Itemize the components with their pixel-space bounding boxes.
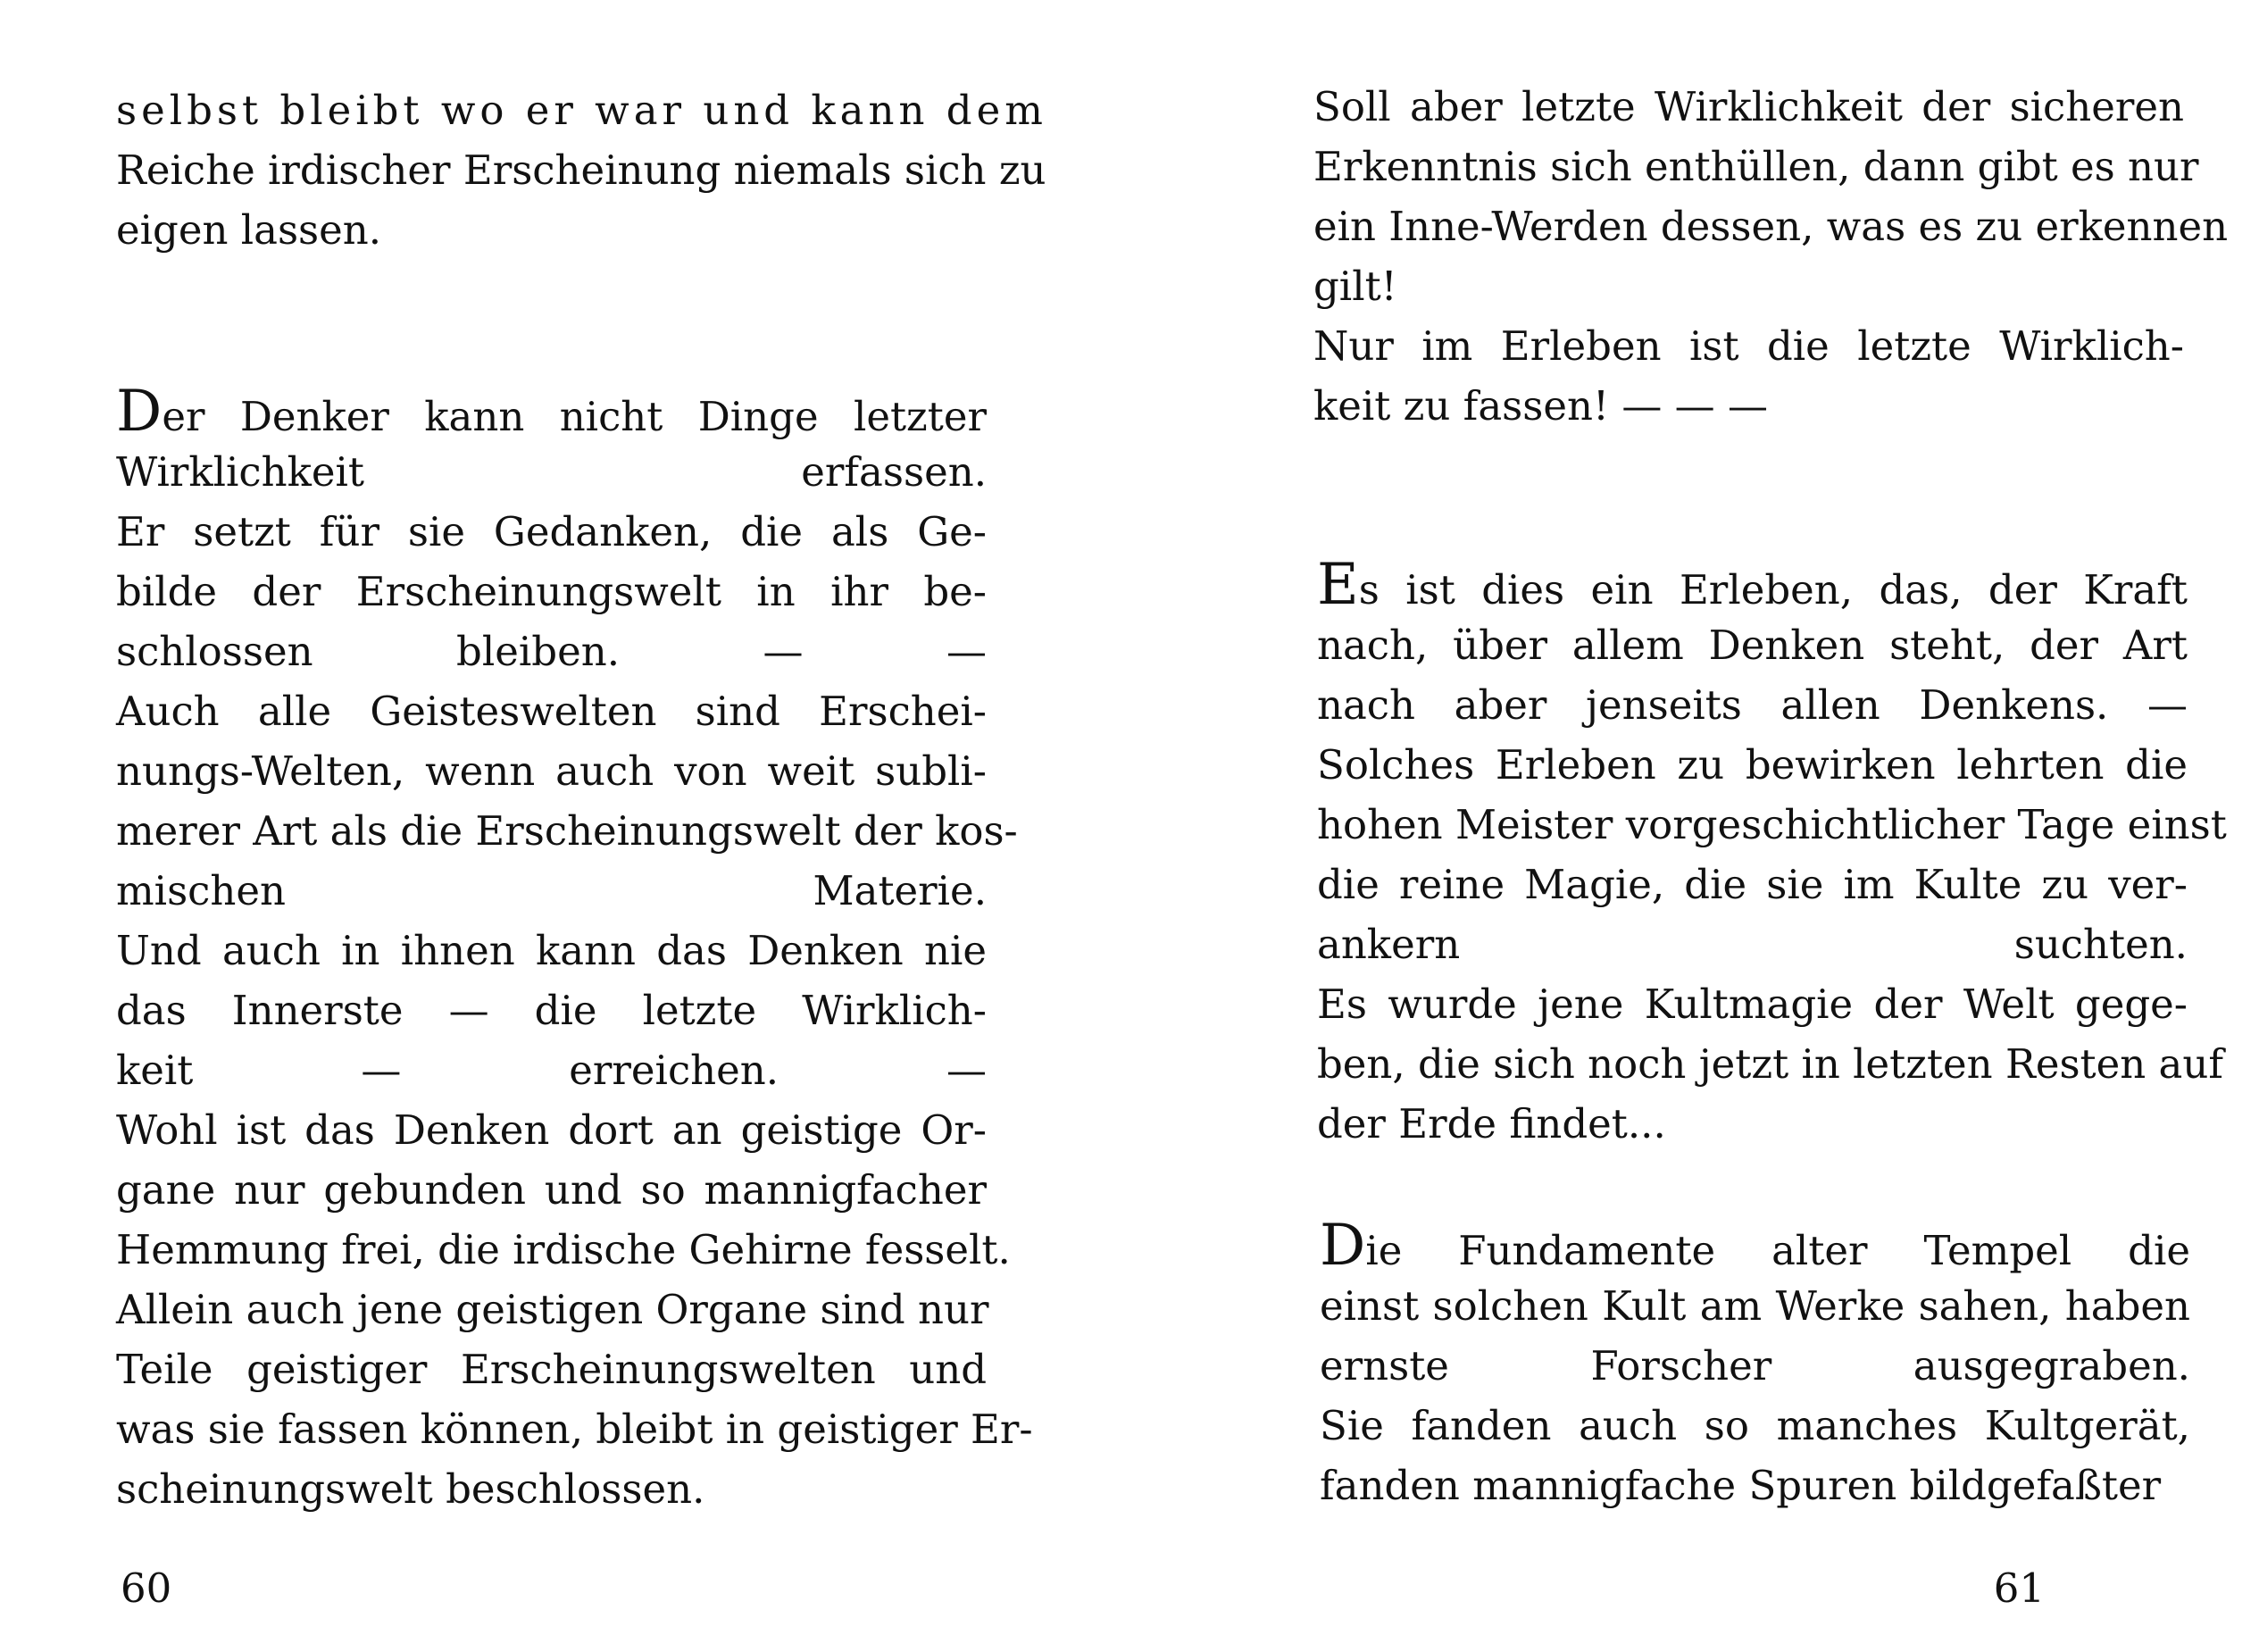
text-line [1317,974,2188,1034]
text-line [1317,1094,2188,1154]
text-line [116,1100,987,1160]
line-text: nach aber jenseits allen Denkens. — [1317,681,2188,729]
text-line [116,140,1046,200]
line-text: selbst bleibt wo er war und kann dem [116,87,1047,134]
text-line [1317,615,2188,675]
right-paragraph-3 [1320,1213,2190,1515]
line-text: Und auch in ihnen kann das Denken nie [116,927,987,974]
line-text: die reine Magie, die sie im Kulte zu ver- [1317,861,2188,908]
line-text: Wirklichkeit erfassen. [116,448,987,496]
text-line [1317,552,2188,618]
text-line [116,442,987,502]
text-line [1317,914,2188,974]
text-line [1317,855,2188,914]
right-paragraph-1 [1313,77,2229,436]
text-line [116,1399,1033,1459]
text-line [1313,77,2184,137]
text-line [1320,1213,2190,1279]
line-text: gane nur gebunden und so mannigfacher [116,1166,987,1214]
line-text: Erkenntnis sich enthüllen, dann gibt es nur [1313,143,2199,190]
line-text: keit zu fassen! — — — [1313,382,1768,430]
line-text: das Innerste — die letzte Wirklich- [116,987,987,1034]
text-line [116,921,987,980]
text-line [116,1040,987,1100]
line-text: er Denker kann nicht Dinge letzter [162,393,987,440]
line-text: Soll aber letzte Wirklichkeit der sicheren [1313,83,2184,130]
text-line [1317,795,2227,855]
left-paragraph-1 [116,80,1047,260]
line-text: Teile geistiger Erscheinungswelten und [116,1346,987,1393]
text-line [116,502,987,562]
text-line [116,200,987,260]
line-text: fanden mannigfache Spuren bildgefaßter [1320,1462,2162,1509]
line-text: eigen lassen. [116,206,382,254]
left-paragraph-2 [116,379,1033,1519]
text-line [116,741,987,801]
text-line [1317,1034,2224,1094]
line-text: was sie fassen können, bleibt in geistiger Er- [116,1406,1033,1453]
line-text: Hemmung frei, die irdische Gehirne fesselt. [116,1226,1011,1273]
right-page [1130,0,2259,1652]
text-line [1313,137,2199,196]
text-line [116,1160,987,1220]
line-text: ie Fundamente alter Tempel die [1365,1227,2190,1274]
text-line [116,801,1018,861]
text-line [1320,1276,2190,1336]
text-line [1320,1336,2190,1396]
text-line [116,80,1047,140]
text-line [116,1280,987,1339]
line-text: Reiche irdischer Erscheinung niemals sich zu [116,146,1046,194]
line-text: nungs-Welten, wenn auch von weit subli- [116,747,987,795]
text-line [1313,376,2184,436]
line-text: Er setzt für sie Gedanken, die als Ge- [116,508,987,555]
line-text: Wohl ist das Denken dort an geistige Or- [116,1106,987,1154]
line-text: schlossen bleiben. — — [116,628,987,675]
line-text: nach, über allem Denken steht, der Art [1317,622,2188,669]
text-line [1320,1456,2190,1515]
line-text: hohen Meister vorgeschichtlicher Tage einst [1317,801,2227,848]
text-line [116,861,987,921]
text-line [116,379,987,445]
line-text: mischen Materie. [116,867,987,914]
line-text: der Erde findet... [1317,1100,1666,1147]
initial-letter: E [1317,552,1359,618]
line-text: Auch alle Geisteswelten sind Erschei- [116,688,987,735]
text-line [116,562,987,622]
initial-letter: D [116,379,163,445]
text-line [1317,675,2188,735]
right-paragraph-2 [1317,552,2227,1154]
text-line [1313,316,2184,376]
text-line [1317,735,2188,795]
text-line [1313,256,2184,316]
text-line [1313,196,2229,256]
line-text: ben, die sich noch jetzt in letzten Resten auf [1317,1040,2224,1088]
line-text: ein Inne-Werden dessen, was es zu erkennen [1313,203,2229,250]
line-text: ernste Forscher ausgegraben. [1320,1342,2190,1389]
text-line [116,980,987,1040]
initial-letter: D [1320,1213,1366,1279]
text-line [116,1339,987,1399]
page-number-left: 60 [121,1564,172,1612]
line-text: Sie fanden auch so manches Kultgerät, [1320,1402,2190,1449]
line-text: keit — erreichen. — [116,1047,987,1094]
line-text: Nur im Erleben ist die letzte Wirklich- [1313,322,2184,370]
text-line [1320,1396,2190,1456]
line-text: scheinungswelt beschlossen. [116,1465,705,1513]
line-text: Solches Erleben zu bewirken lehrten die [1317,741,2188,788]
line-text: bilde der Erscheinungswelt in ihr be- [116,568,987,615]
line-text: merer Art als die Erscheinungswelt der kos- [116,807,1018,855]
line-text: Es wurde jene Kultmagie der Welt gege- [1317,980,2188,1028]
page-number-right: 61 [1993,1564,2045,1612]
line-text: gilt! [1313,263,1397,310]
text-line [116,1459,987,1519]
line-text: s ist dies ein Erleben, das, der Kraft [1358,566,2188,613]
text-line [116,681,987,741]
line-text: einst solchen Kult am Werke sahen, haben [1320,1282,2190,1330]
line-text: Allein auch jene geistigen Organe sind nur [116,1286,989,1333]
text-line [116,622,987,681]
line-text: ankern suchten. [1317,921,2188,968]
text-line [116,1220,1011,1280]
